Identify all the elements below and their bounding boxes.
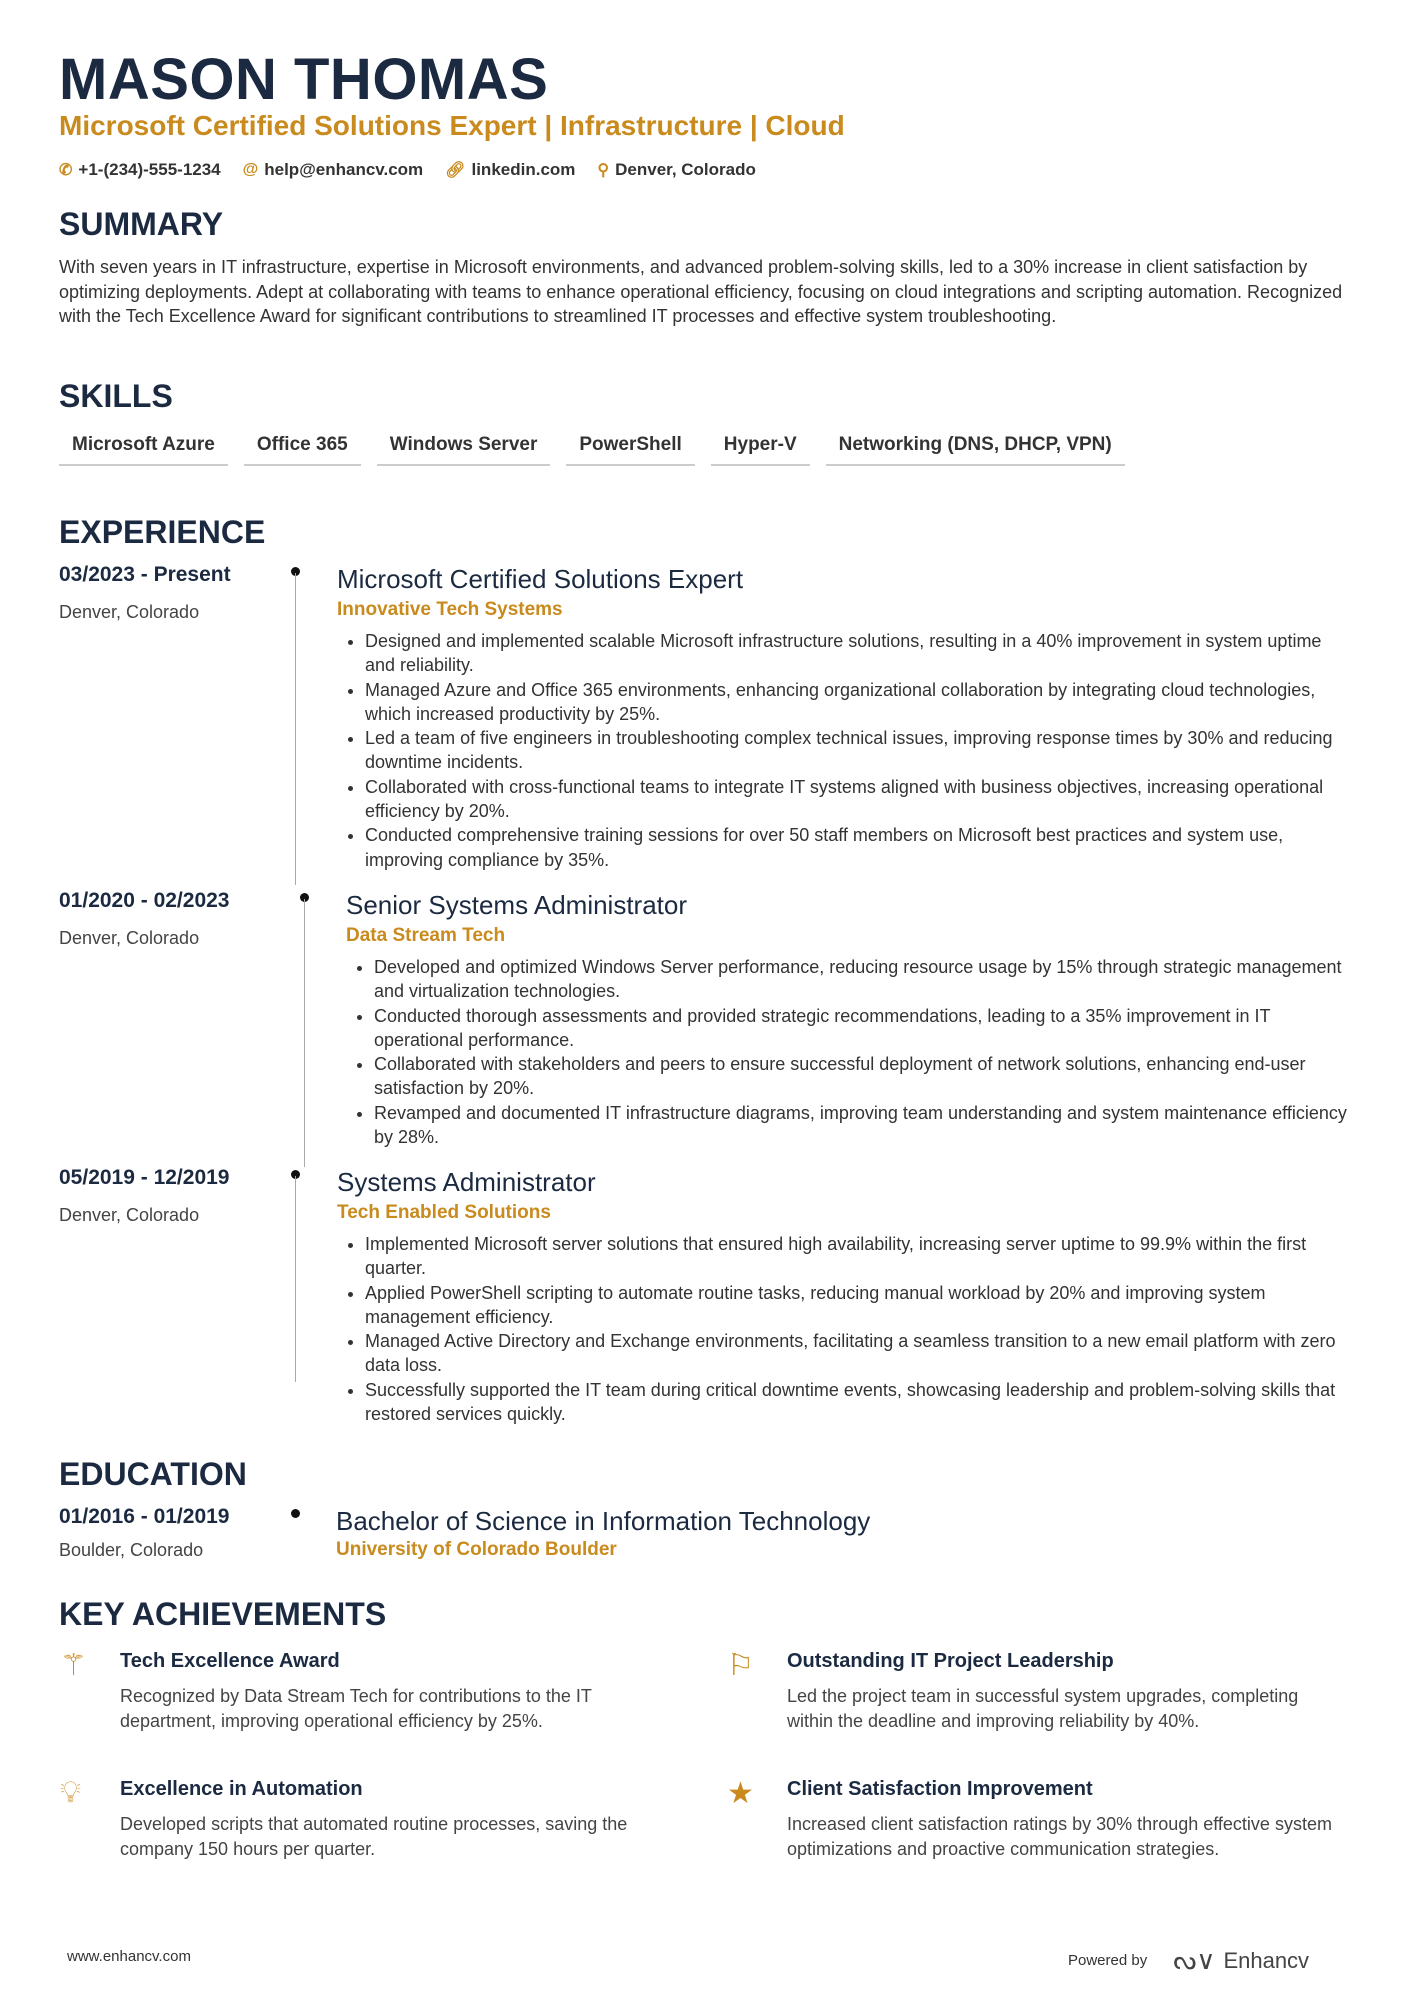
job-date: 05/2019 - 12/2019 <box>59 1166 230 1189</box>
bullet: • Conducted comprehensive training sessions for over 50 staff members on Microsoft best practices and system use, improving compliance by 35%. <box>365 823 1347 872</box>
phone: +1-(234)-555-1234 <box>78 160 221 179</box>
company: Innovative Tech Systems <box>337 599 563 620</box>
edu-location: Boulder, Colorado <box>59 1540 204 1560</box>
experience-heading: EXPERIENCE <box>59 514 266 550</box>
powered-label: Powered by <box>1068 1952 1148 1969</box>
job-location: Denver, Colorado <box>59 928 200 948</box>
summary-text: With seven years in IT infrastructure, expertise in Microsoft environments, and advanced problem-solving skills, led to a 30% increase in client satisfaction by optimizing deployments. Adept at collaborating with teams to enhance operational efficiency, focusing on cloud integrations and scripting automation. Recognized with the Tech Excellence Award for significant contributions to streamlined IT processes and effective system troubleshooting. <box>59 257 1343 326</box>
brand-name: Enhancv <box>1223 1947 1310 1973</box>
bullet: • Managed Active Directory and Exchange environments, facilitating a seamless transition to a new email platform with zero data loss. <box>365 1329 1347 1378</box>
at-icon: @ <box>242 161 259 178</box>
achievement-title: Outstanding IT Project Leadership <box>787 1650 1114 1672</box>
bullet: • Conducted thorough assessments and provided strategic recommendations, leading to a 35% improvement in IT operational performance. <box>374 1004 1356 1053</box>
email[interactable]: help@enhancv.com <box>264 160 424 179</box>
location-pin-icon: ⚲ <box>597 162 610 179</box>
linkedin[interactable]: linkedin.com <box>471 160 576 179</box>
job-date: 01/2020 - 02/2023 <box>59 889 230 912</box>
skill-chip: PowerShell <box>566 434 694 466</box>
star-icon: ★ <box>727 1777 754 1810</box>
bullet: • Designed and implemented scalable Microsoft infrastructure solutions, resulting in a 40% improvement in system uptime and reliability. <box>365 629 1347 678</box>
timeline-line <box>295 573 296 885</box>
bullet: • Successfully supported the IT team during critical downtime events, showcasing leadership and problem-solving skills that restored services quickly. <box>365 1378 1347 1427</box>
job-location: Denver, Colorado <box>59 602 200 622</box>
skill-chip: Windows Server <box>377 434 551 466</box>
skills-heading: SKILLS <box>59 378 173 414</box>
achievement-desc: Recognized by Data Stream Tech for contributions to the IT department, improving operational efficiency by 25%. <box>120 1686 592 1731</box>
timeline-line <box>295 1176 296 1382</box>
company: Tech Enabled Solutions <box>337 1202 551 1223</box>
phone-icon: ✆ <box>59 162 73 179</box>
powered-by <box>1068 1945 1309 1976</box>
degree: Bachelor of Science in Information Technology <box>336 1506 871 1536</box>
bullet: • Developed and optimized Windows Server performance, reducing resource usage by 15% through strategic management and virtualization technologies. <box>374 955 1356 1004</box>
edu-date: 01/2016 - 01/2019 <box>59 1505 230 1528</box>
job-location: Denver, Colorado <box>59 1205 200 1225</box>
skill-chip: Office 365 <box>244 434 361 466</box>
footer-website[interactable]: www.enhancv.com <box>67 1948 191 1965</box>
flag-icon: ⚐ <box>727 1649 754 1682</box>
skill-chip: Networking (DNS, DHCP, VPN) <box>826 434 1125 466</box>
bullet: • Led a team of five engineers in troubleshooting complex technical issues, improving response times by 30% and reducing downtime incidents. <box>365 726 1347 775</box>
location: Denver, Colorado <box>615 160 756 179</box>
achievement-desc: Led the project team in successful system upgrades, completing within the deadline and improving reliability by 40%. <box>787 1686 1299 1731</box>
achievement-title: Client Satisfaction Improvement <box>787 1778 1093 1800</box>
job-title: Microsoft Certified Solutions Expert <box>337 564 744 594</box>
bullet: • Collaborated with cross-functional teams to integrate IT systems aligned with business objectives, increasing operational efficiency by 20%. <box>365 775 1347 824</box>
summary-heading: SUMMARY <box>59 206 224 242</box>
job-title: Senior Systems Administrator <box>346 890 688 920</box>
job-title: Systems Administrator <box>337 1167 596 1197</box>
skills-list <box>59 434 1125 466</box>
achievement-desc: Developed scripts that automated routine processes, saving the company 150 hours per quarter. <box>120 1814 628 1859</box>
job-date: 03/2023 - Present <box>59 563 231 586</box>
timeline-line <box>304 899 305 1167</box>
education-heading: EDUCATION <box>59 1456 247 1492</box>
achievement-title: Tech Excellence Award <box>120 1650 340 1672</box>
skill-chip: Microsoft Azure <box>59 434 228 466</box>
candidate-name: MASON THOMAS <box>59 47 549 112</box>
school: University of Colorado Boulder <box>336 1539 617 1560</box>
contact-bar <box>59 160 756 180</box>
achievement-title: Excellence in Automation <box>120 1778 363 1800</box>
company: Data Stream Tech <box>346 925 506 946</box>
bullet: • Managed Azure and Office 365 environments, enhancing organizational collaboration by integrating cloud technologies, which increased productivity by 25%. <box>365 678 1347 727</box>
achievements-heading: KEY ACHIEVEMENTS <box>59 1596 387 1632</box>
link-icon: 🔗︎ <box>445 162 466 179</box>
bullet: • Collaborated with stakeholders and peers to ensure successful deployment of network solutions, enhancing end-user satisfaction by 20%. <box>374 1052 1356 1101</box>
achievement-desc: Increased client satisfaction ratings by 30% through effective system optimizations and proactive communication strategies. <box>787 1814 1332 1859</box>
skill-chip: Hyper-V <box>711 434 810 466</box>
award-icon: ⚚ <box>60 1649 87 1682</box>
timeline-dot <box>291 1509 300 1518</box>
lightbulb-icon: 💡︎ <box>60 1776 81 1809</box>
bullet: • Revamped and documented IT infrastructure diagrams, improving team understanding and system maintenance efficiency by 28%. <box>374 1101 1356 1150</box>
enhancv-logo-icon: ᔓ∨ <box>1173 1945 1216 1975</box>
bullet: • Implemented Microsoft server solutions that ensured high availability, increasing server uptime to 99.9% within the first quarter. <box>365 1232 1347 1281</box>
candidate-title: Microsoft Certified Solutions Expert | Infrastructure | Cloud <box>59 110 845 141</box>
bullet: • Applied PowerShell scripting to automate routine tasks, reducing manual workload by 20% and improving system management efficiency. <box>365 1281 1347 1330</box>
